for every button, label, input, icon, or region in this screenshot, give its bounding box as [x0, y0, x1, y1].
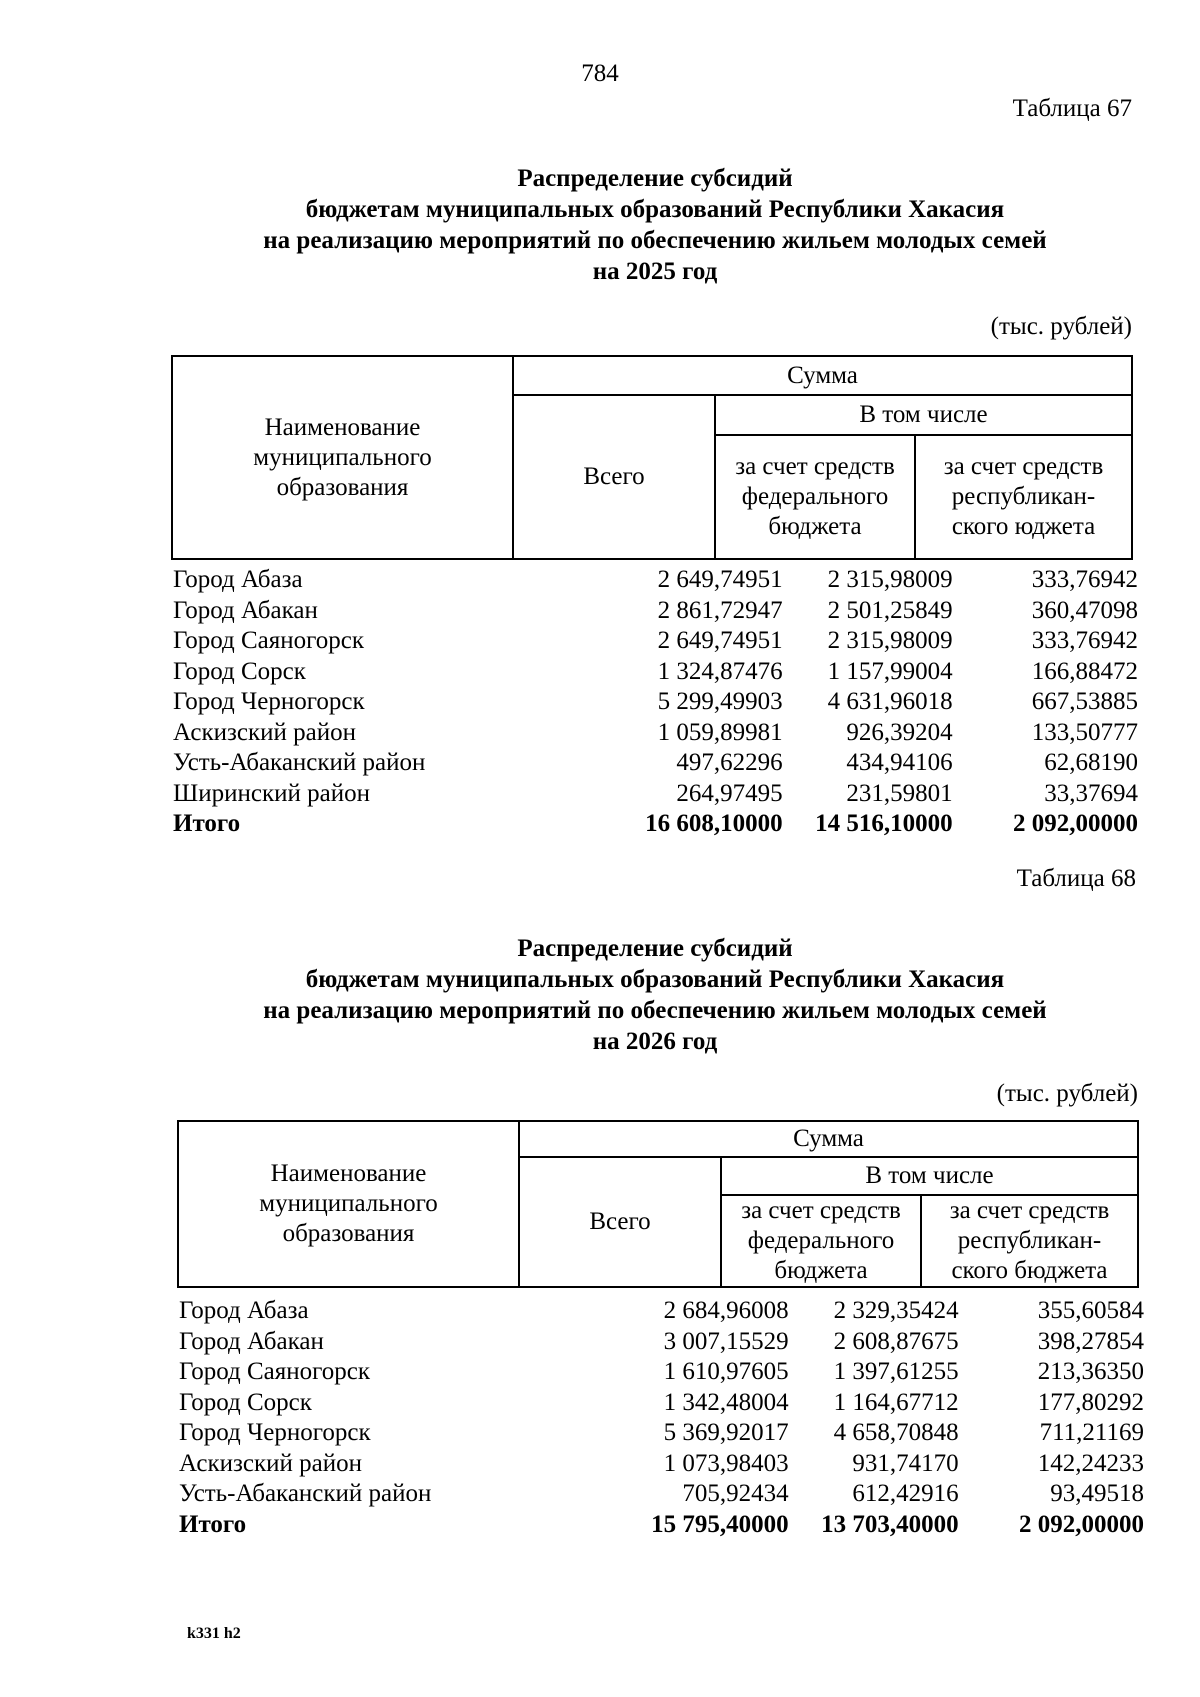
header-name-col: Наименование муниципального образования [179, 1122, 520, 1286]
header-total-col: Всего [514, 396, 716, 558]
title-line: Распределение субсидий [517, 935, 793, 962]
row-federal: 612,42916 [852, 1480, 959, 1507]
title-line: на 2025 год [592, 258, 718, 285]
table-body [179, 1296, 1144, 1540]
table-row [173, 657, 1138, 688]
title-line: бюджетам муниципальных образований Республики Хакасия [305, 966, 1005, 993]
row-federal: 4 658,70848 [833, 1419, 959, 1446]
table-row [179, 1357, 1144, 1388]
row-total: 1 073,98403 [663, 1449, 789, 1477]
table-label: Таблица 68 [1016, 865, 1136, 892]
row-total: 705,92434 [682, 1480, 789, 1507]
row-federal: 1 397,61255 [833, 1358, 959, 1385]
table-row [179, 1418, 1144, 1449]
table-row [173, 565, 1138, 596]
table-row [173, 596, 1138, 627]
row-total: 3 007,15529 [663, 1327, 789, 1355]
table-row [173, 748, 1138, 779]
row-federal: 1 164,67712 [833, 1388, 959, 1416]
row-federal: 2 329,35424 [833, 1297, 959, 1324]
title-line: Распределение субсидий [517, 165, 793, 192]
row-name: Город Саяногорск [179, 1358, 371, 1385]
row-federal: 4 631,96018 [827, 688, 953, 715]
row-republic: 333,76942 [1031, 627, 1138, 654]
units-label: (тыс. рублей) [996, 1080, 1138, 1107]
row-republic: 133,50777 [1031, 718, 1138, 746]
row-republic: 142,24233 [1037, 1449, 1144, 1477]
row-republic: 355,60584 [1037, 1297, 1144, 1324]
row-republic: 2 092,00000 [1019, 1510, 1144, 1538]
row-federal: 2 315,98009 [827, 566, 953, 593]
title-line: на реализацию мероприятий по обеспечению жильем молодых семей [263, 227, 1047, 254]
row-total: 2 861,72947 [657, 596, 783, 624]
row-total: 16 608,10000 [645, 810, 783, 837]
table-row [173, 718, 1138, 749]
row-total: 1 324,87476 [657, 657, 783, 685]
row-republic: 33,37694 [1044, 779, 1138, 807]
row-republic: 398,27854 [1037, 1327, 1144, 1355]
row-name: Город Абаза [173, 566, 303, 593]
row-name: Город Сорск [179, 1388, 312, 1416]
row-name: Город Абакан [173, 596, 318, 624]
row-total: 264,97495 [676, 779, 783, 807]
row-federal: 231,59801 [846, 779, 953, 807]
row-name: Город Черногорск [179, 1419, 371, 1446]
table-row [179, 1479, 1144, 1510]
row-name: Город Черногорск [173, 688, 365, 715]
header-federal: за счет средств федерального бюджета [722, 1196, 922, 1286]
total-row [173, 809, 1138, 840]
table-row [179, 1449, 1144, 1480]
row-name: Усть-Абаканский район [173, 749, 426, 776]
row-republic: 166,88472 [1031, 657, 1138, 685]
title-line: бюджетам муниципальных образований Республики Хакасия [305, 196, 1005, 223]
row-republic: 93,49518 [1050, 1480, 1144, 1507]
row-republic: 62,68190 [1044, 749, 1138, 776]
row-total: 1 059,89981 [657, 718, 783, 746]
total-row [179, 1510, 1144, 1541]
header-sum: Сумма [514, 357, 1131, 396]
row-name: Город Абакан [179, 1327, 324, 1355]
table-row [173, 687, 1138, 718]
row-federal: 434,94106 [846, 749, 953, 776]
header-incl: В том числе [722, 1158, 1137, 1196]
table-row [179, 1296, 1144, 1327]
footer-code: k331 h2 [187, 1625, 241, 1642]
row-name: Ширинский район [173, 779, 370, 807]
header-republic: за счет средств республикан-ского бюджета [949, 1197, 1110, 1284]
table-header [177, 1120, 1139, 1288]
header-incl: В том числе [716, 396, 1131, 436]
units-label: (тыс. рублей) [990, 313, 1132, 340]
row-federal: 926,39204 [846, 718, 953, 746]
row-republic: 711,21169 [1039, 1419, 1144, 1446]
row-total: 2 649,74951 [657, 627, 783, 654]
row-total: 497,62296 [676, 749, 783, 776]
row-total: 15 795,40000 [651, 1510, 789, 1538]
row-name: Аскизский район [179, 1449, 363, 1477]
table-row [173, 779, 1138, 810]
row-republic: 177,80292 [1037, 1388, 1144, 1416]
title-line: на реализацию мероприятий по обеспечению жильем молодых семей [263, 997, 1047, 1024]
row-federal: 2 608,87675 [833, 1327, 959, 1355]
row-federal: 2 501,25849 [827, 596, 953, 624]
row-name: Итого [179, 1510, 247, 1538]
row-name: Город Саяногорск [173, 627, 365, 654]
header-republic: за счет средств республикан-ского юджета [943, 453, 1104, 540]
row-total: 2 649,74951 [657, 566, 783, 593]
row-republic: 667,53885 [1031, 688, 1138, 715]
row-republic: 213,36350 [1037, 1358, 1144, 1385]
row-name: Город Сорск [173, 657, 306, 685]
row-federal: 1 157,99004 [827, 657, 953, 685]
row-total: 2 684,96008 [663, 1297, 789, 1324]
header-sum: Сумма [520, 1122, 1137, 1158]
row-republic: 360,47098 [1031, 596, 1138, 624]
table-row [173, 626, 1138, 657]
row-name: Город Абаза [179, 1297, 309, 1324]
row-total: 5 369,92017 [663, 1419, 789, 1446]
row-federal: 14 516,10000 [815, 810, 953, 837]
row-republic: 2 092,00000 [1013, 810, 1138, 837]
row-republic: 333,76942 [1031, 566, 1138, 593]
header-total-col: Всего [520, 1158, 722, 1286]
row-federal: 931,74170 [852, 1449, 959, 1477]
table-body [173, 565, 1138, 840]
row-name: Аскизский район [173, 718, 357, 746]
row-total: 1 342,48004 [663, 1388, 789, 1416]
title-line: на 2026 год [592, 1028, 718, 1055]
table-row [179, 1388, 1144, 1419]
header-name-col: Наименование муниципального образования [173, 357, 514, 558]
page-number: 784 [581, 60, 619, 87]
row-federal: 13 703,40000 [821, 1510, 959, 1538]
header-federal: за счет средств федерального бюджета [716, 436, 916, 558]
table-label: Таблица 67 [1012, 95, 1132, 122]
row-federal: 2 315,98009 [827, 627, 953, 654]
table-row [179, 1327, 1144, 1358]
row-name: Итого [173, 810, 241, 837]
row-name: Усть-Абаканский район [179, 1480, 432, 1507]
table-title [0, 933, 1200, 1057]
row-total: 1 610,97605 [663, 1358, 789, 1385]
table-header [171, 355, 1133, 560]
table-title [0, 163, 1200, 287]
row-total: 5 299,49903 [657, 688, 783, 715]
